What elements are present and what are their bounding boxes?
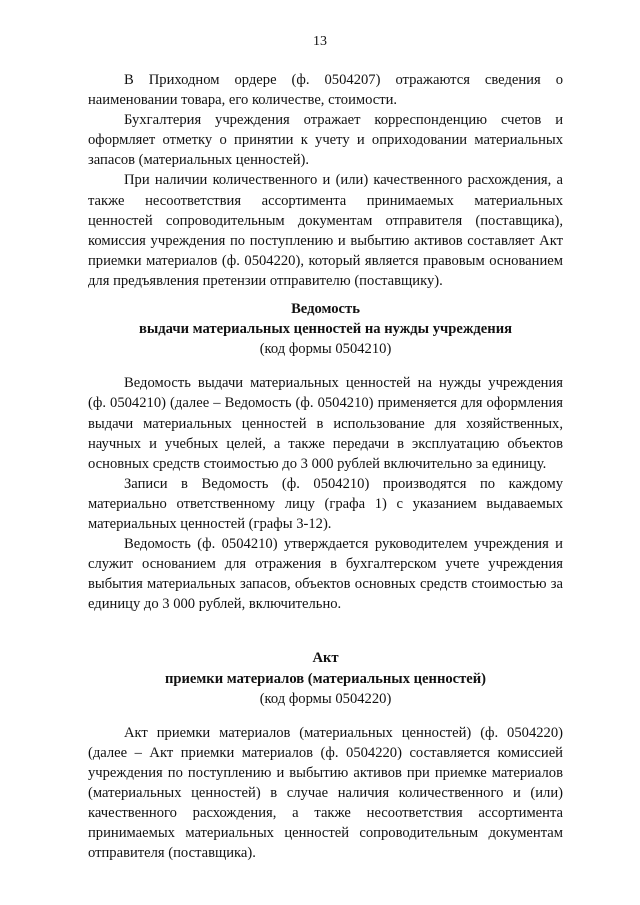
form-code: (код формы 0504220) — [259, 690, 392, 707]
section-title: Ведомость — [291, 301, 360, 318]
intro-paragraph-3: При наличии количественного и (или) качественного расхождения, а также несоответствия ассортимента принимаемых материальных ценностей сопроводительным документам отправителя (поставщика), комиссия учреждения по поступлению и выбытию активов составляет Акт приемки материалов (ф. 0504220), который является правовым основанием для предъявления претензии отправителю (поставщику). — [88, 172, 563, 289]
section-title-line2: выдачи материальных ценностей на нужды учреждения — [139, 321, 512, 338]
intro-paragraph-1: В Приходном ордере (ф. 0504207) отражаются сведения о наименовании товара, его количестве, стоимости. — [88, 72, 563, 109]
intro-paragraph-2: Бухгалтерия учреждения отражает корреспонденцию счетов и оформляет отметку о принятии к учету и оприходовании материальных запасов (материальных ценностей). — [88, 112, 563, 169]
section-heading-vedomost — [88, 299, 563, 359]
section1-paragraph-2: Записи в Ведомость (ф. 0504210) производятся по каждому материально ответственному лицу (графа 1) с указанием выдаваемых материальных ценностей (графы 3-12). — [88, 475, 563, 532]
section2-paragraph-1: Акт приемки материалов (материальных ценностей) (ф. 0504220) (далее – Акт приемки материалов (ф. 0504220) составляется комиссией учреждения по поступлению и выбытию активов при приемке материалов (материальных ценностей) в случае наличия количественного и (или) качественного расхождения, а также несоответствия ассортимента принимаемых материальных ценностей сопроводительным документам отправителя (поставщика). — [88, 724, 563, 862]
section-title-line2: приемки материалов (материальных ценностей) — [164, 670, 487, 687]
document-body — [88, 70, 563, 863]
section1-paragraph-1: Ведомость выдачи материальных ценностей на нужды учреждения (ф. 0504210) (далее – Ведомость (ф. 0504210) применяется для оформления выдачи материальных ценностей в использование для хозяйственных, научных и учебных целей, а также передачи в эксплуатацию объектов основных средств стоимостью до 3 000 рублей включительно за единицу. — [88, 375, 563, 472]
page-number: 13 — [313, 34, 327, 49]
form-code: (код формы 0504210) — [259, 341, 392, 358]
section-title: Акт — [312, 650, 339, 667]
section-heading-akt — [88, 648, 563, 708]
section1-paragraph-3: Ведомость (ф. 0504210) утверждается руководителем учреждения и служит основанием для отражения в бухгалтерском учете учреждения выбытия материальных запасов, объектов основных средств стоимостью за единицу до 3 000 рублей, включительно. — [88, 536, 563, 613]
